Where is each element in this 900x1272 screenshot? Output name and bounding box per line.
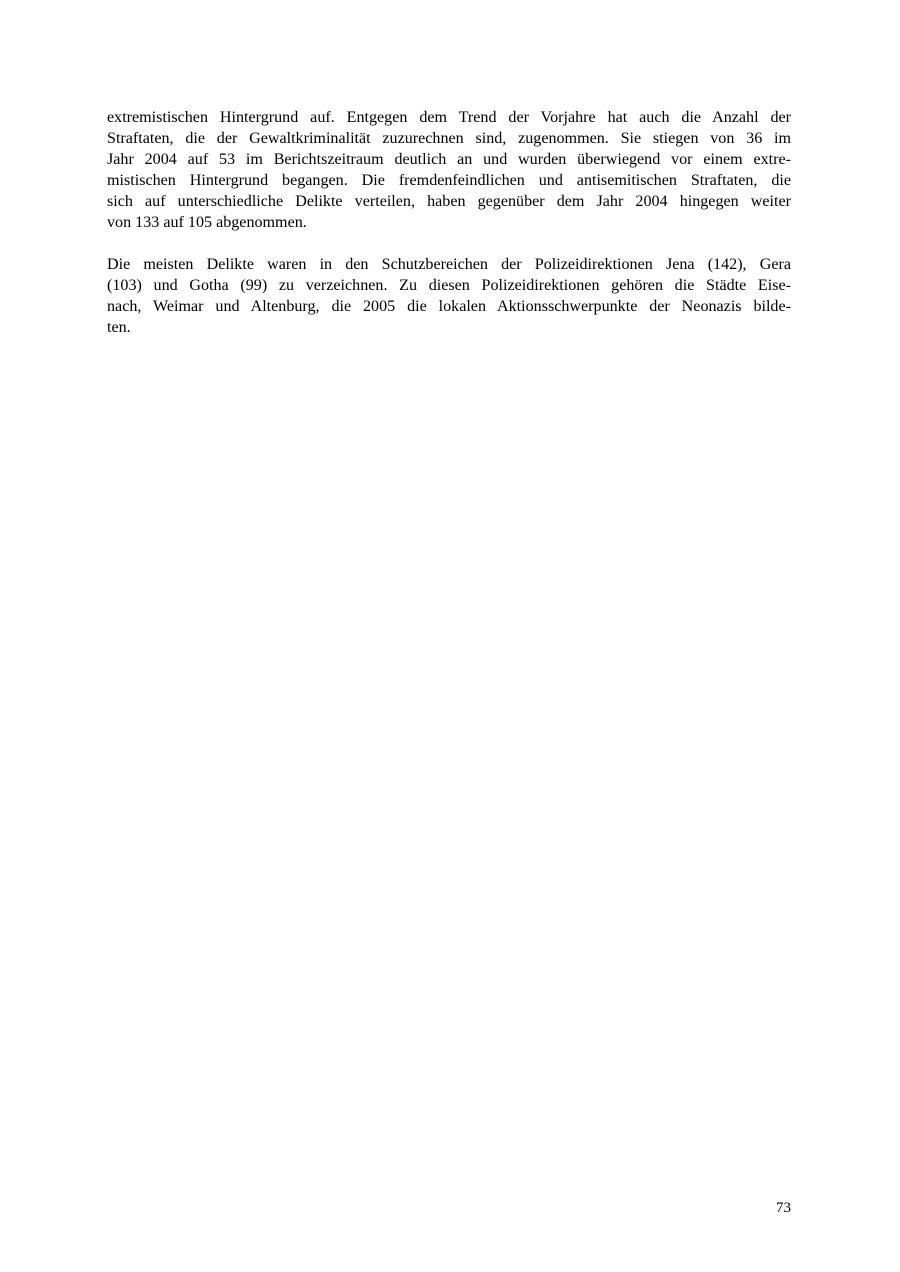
paragraph-1	[107, 107, 791, 233]
text-line: Jahr 2004 auf 53 im Berichtszeitraum deutlich an und wurden überwiegend vor einem extre-	[107, 151, 791, 168]
text-line: Straftaten, die der Gewaltkriminalität zuzurechnen sind, zugenommen. Sie stiegen von 36 im	[107, 130, 791, 147]
text-line: Die meisten Delikte waren in den Schutzbereichen der Polizeidirektionen Jena (142), Gera	[107, 256, 791, 273]
text-line: mistischen Hintergrund begangen. Die fremdenfeindlichen und antisemitischen Straftaten, die	[107, 172, 791, 189]
text-line: ten.	[107, 319, 131, 336]
text-line: von 133 auf 105 abgenommen.	[107, 214, 307, 231]
paragraph-2	[107, 254, 791, 338]
text-line: extremistischen Hintergrund auf. Entgegen dem Trend der Vorjahre hat auch die Anzahl der	[107, 109, 791, 126]
text-line: sich auf unterschiedliche Delikte verteilen, haben gegenüber dem Jahr 2004 hingegen weiter	[107, 193, 791, 210]
page-number: 73	[776, 1200, 791, 1216]
paragraph-spacer	[107, 233, 791, 254]
body-text	[107, 107, 791, 338]
text-line: nach, Weimar und Altenburg, die 2005 die lokalen Aktionsschwerpunkte der Neonazis bilde-	[107, 298, 791, 315]
text-line: (103) und Gotha (99) zu verzeichnen. Zu diesen Polizeidirektionen gehören die Städte Eise-	[107, 277, 791, 294]
